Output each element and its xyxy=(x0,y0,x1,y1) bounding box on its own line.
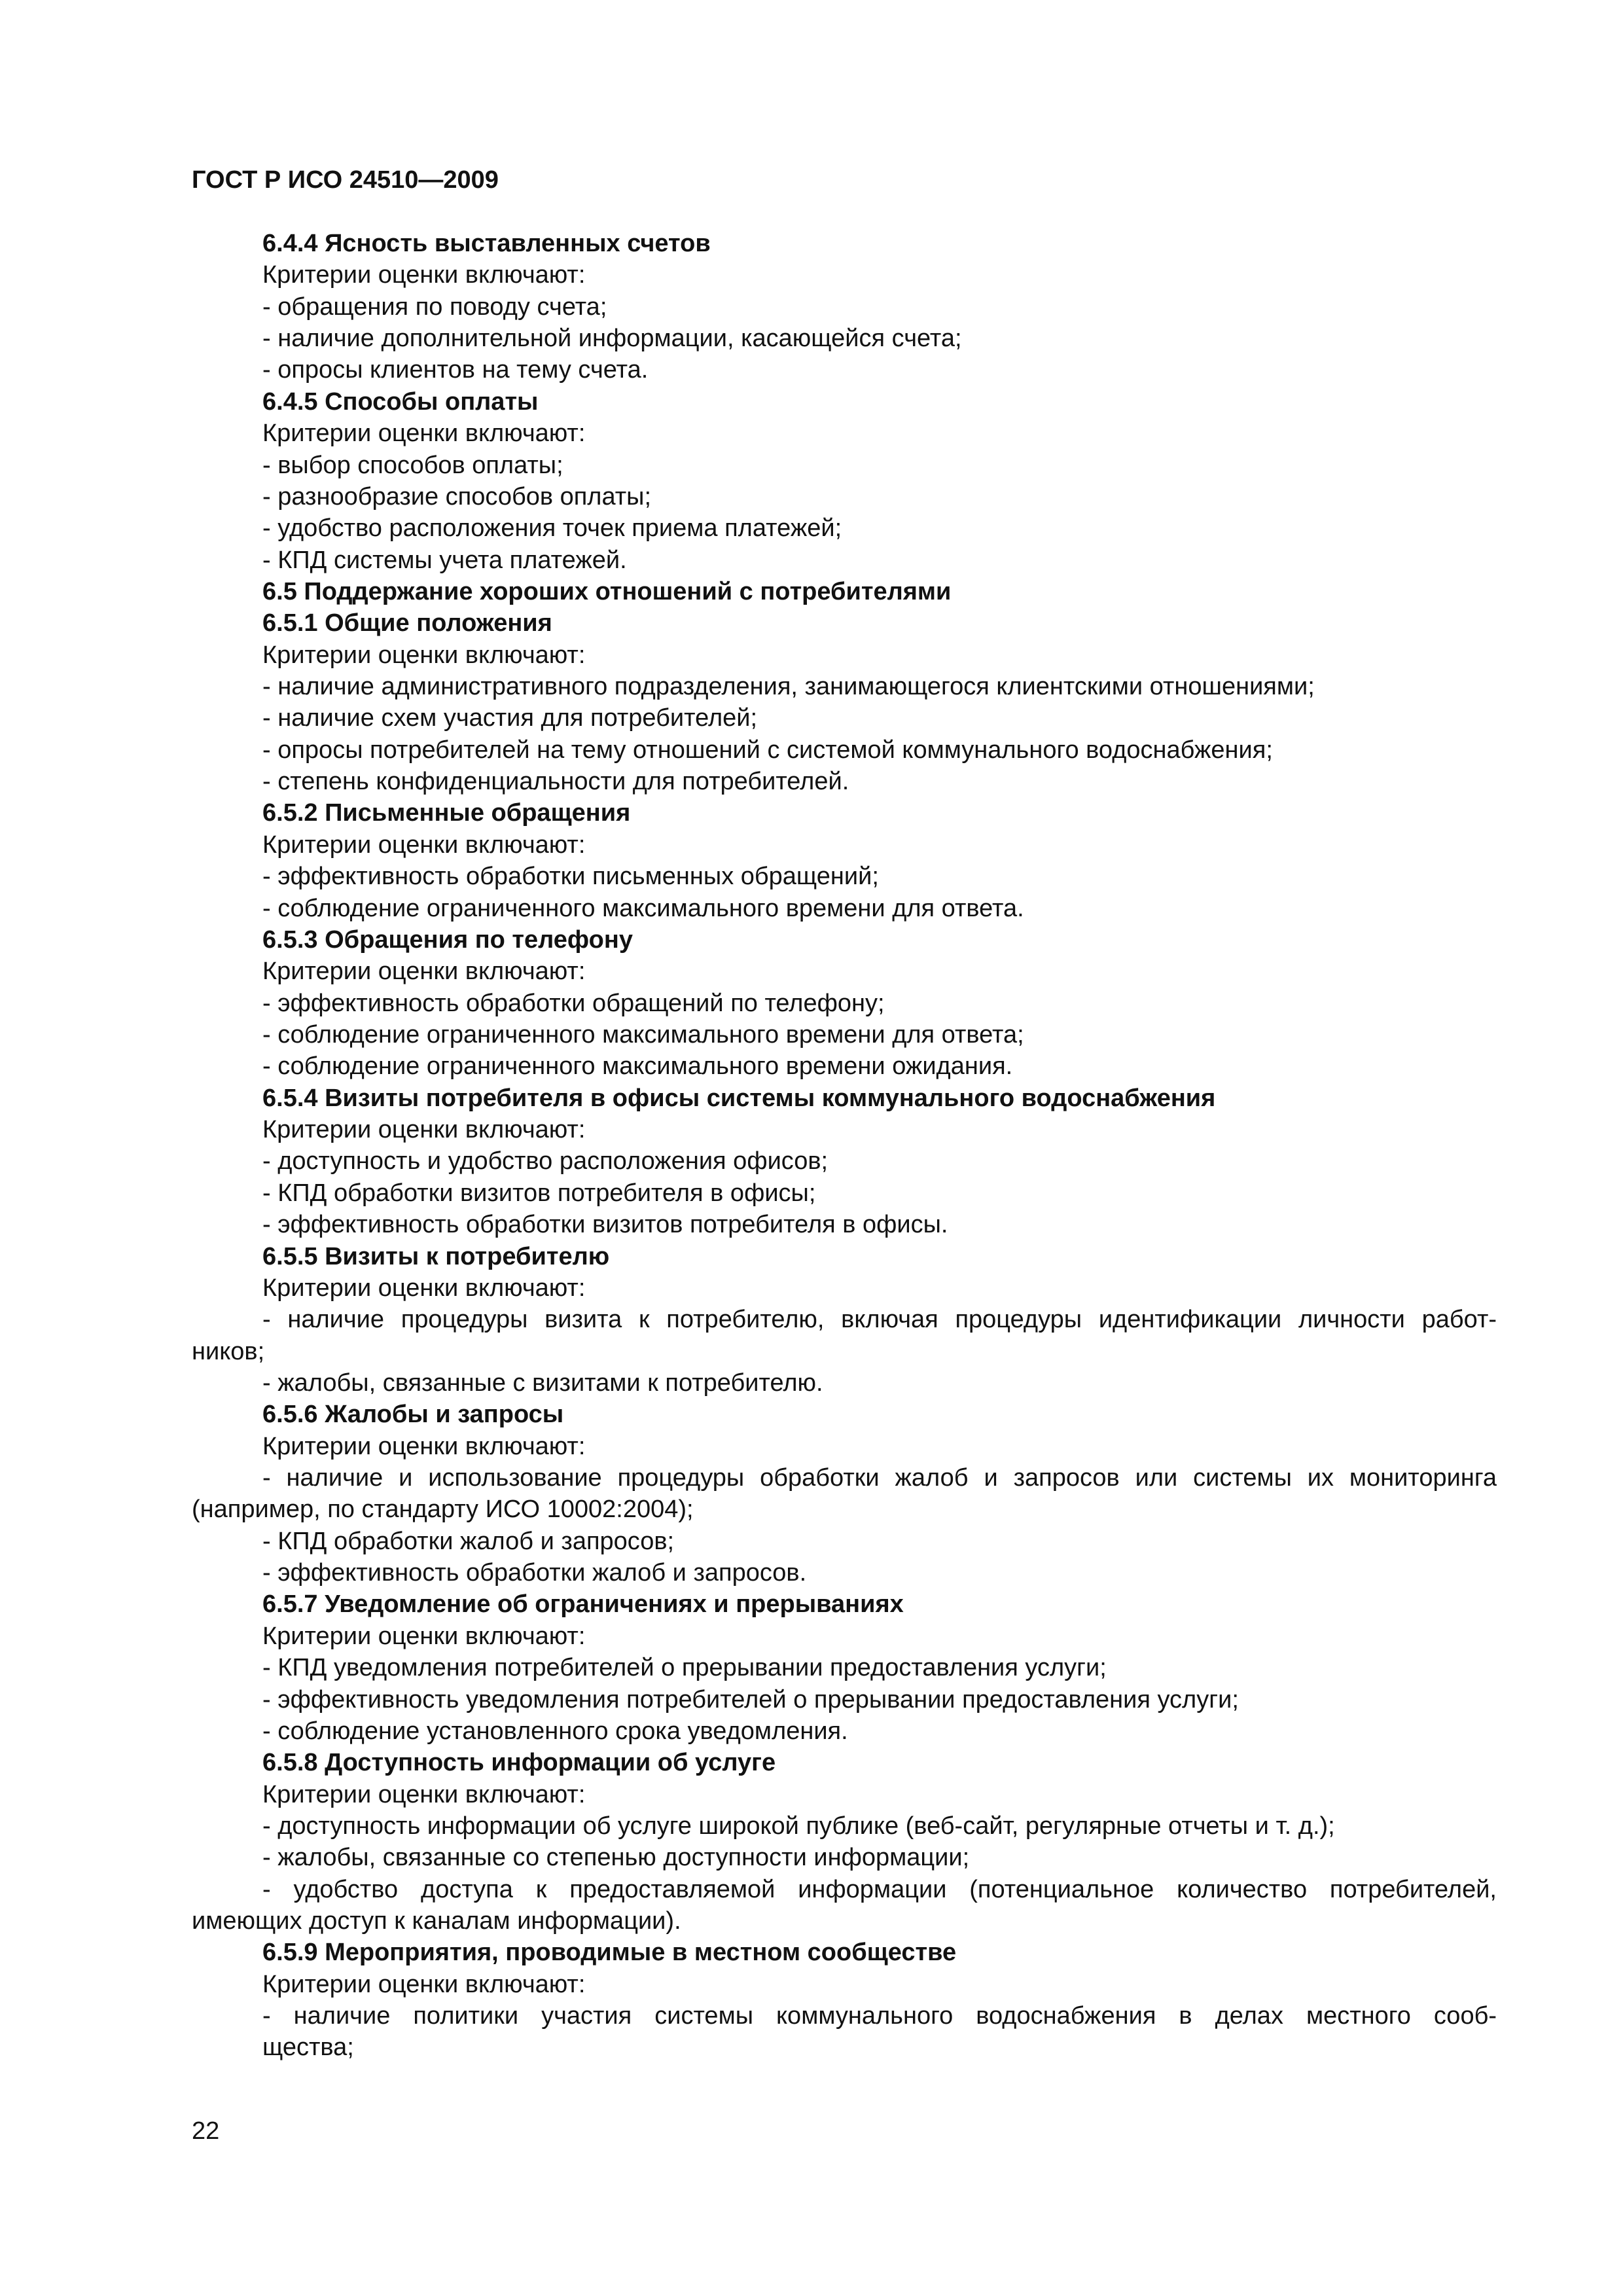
list-item-continuation: щества; xyxy=(262,2034,354,2062)
list-item: - наличие процедуры визита к потребителю, включая процедуры идентификации личности работ- xyxy=(262,1306,1497,1334)
criteria-intro: Критерии оценки включают: xyxy=(262,261,586,289)
list-item: - доступность информации об услуге широкой публике (веб-сайт, регулярные отчеты и т. д.); xyxy=(262,1812,1335,1840)
list-item: - соблюдение ограниченного максимального времени для ответа; xyxy=(262,1020,1024,1049)
section-heading: 6.4.4 Ясность выставленных счетов xyxy=(262,230,711,257)
criteria-intro: Критерии оценки включают: xyxy=(262,1622,586,1650)
page-number: 22 xyxy=(192,2117,220,2145)
list-item: - наличие административного подразделения, занимающегося клиентскими отношениями; xyxy=(262,673,1315,701)
criteria-intro: Критерии оценки включают: xyxy=(262,1432,586,1460)
list-item: - удобство доступа к предоставляемой информации (потенциальное количество потребителей, xyxy=(262,1875,1497,1903)
list-item: - разнообразие способов оплаты; xyxy=(262,482,652,511)
list-item: - КПД обработки жалоб и запросов; xyxy=(262,1527,675,1555)
list-item: - наличие и использование процедуры обработки жалоб и запросов или системы их мониторинга xyxy=(262,1464,1497,1492)
list-item: - удобство расположения точек приема платежей; xyxy=(262,514,842,543)
list-item: - эффективность обработки визитов потребителя в офисы. xyxy=(262,1211,948,1239)
criteria-intro: Критерии оценки включают: xyxy=(262,420,586,448)
list-item: - соблюдение ограниченного максимального времени ожидания. xyxy=(262,1052,1013,1081)
criteria-intro: Критерии оценки включают: xyxy=(262,831,586,859)
section-heading: 6.5.9 Мероприятия, проводимые в местном сообществе xyxy=(262,1939,957,1967)
document-header: ГОСТ Р ИСО 24510—2009 xyxy=(192,166,499,194)
list-item: - соблюдение ограниченного максимального времени для ответа. xyxy=(262,894,1024,922)
list-item: - соблюдение установленного срока уведомления. xyxy=(262,1717,848,1745)
section-heading: 6.5.2 Письменные обращения xyxy=(262,799,631,827)
list-item: - эффективность обработки письменных обращений; xyxy=(262,863,879,891)
document-body xyxy=(192,228,1497,2064)
list-item: - наличие политики участия системы коммунального водоснабжения в делах местного сооб- xyxy=(262,2002,1497,2030)
section-heading: 6.5.3 Обращения по телефону xyxy=(262,925,633,954)
list-item-continuation: (например, по стандарту ИСО 10002:2004); xyxy=(192,1496,694,1524)
section-heading: 6.5 Поддержание хороших отношений с потребителями xyxy=(262,577,952,605)
list-item: - эффективность уведомления потребителей о прерывании предоставления услуги; xyxy=(262,1685,1239,1713)
section-heading: 6.4.5 Способы оплаты xyxy=(262,387,539,416)
list-item: - опросы потребителей на тему отношений с системой коммунального водоснабжения; xyxy=(262,736,1273,764)
list-item: - КПД уведомления потребителей о прерывании предоставления услуги; xyxy=(262,1654,1107,1682)
list-item: - выбор способов оплаты; xyxy=(262,451,563,479)
list-item: - наличие схем участия для потребителей; xyxy=(262,704,758,732)
list-item: - опросы клиентов на тему счета. xyxy=(262,356,649,384)
list-item: - эффективность обработки жалоб и запросов. xyxy=(262,1559,807,1587)
section-heading: 6.5.5 Визиты к потребителю xyxy=(262,1242,610,1270)
list-item: - жалобы, связанные со степенью доступности информации; xyxy=(262,1844,970,1872)
section-heading: 6.5.1 Общие положения xyxy=(262,609,552,637)
list-item: - КПД обработки визитов потребителя в офисы; xyxy=(262,1179,816,1207)
list-item: - жалобы, связанные с визитами к потребителю. xyxy=(262,1369,823,1397)
section-heading: 6.5.6 Жалобы и запросы xyxy=(262,1401,564,1429)
criteria-intro: Критерии оценки включают: xyxy=(262,1780,586,1808)
list-item: - доступность и удобство расположения офисов; xyxy=(262,1147,829,1175)
section-heading: 6.5.8 Доступность информации об услуге xyxy=(262,1749,776,1777)
section-heading: 6.5.7 Уведомление об ограничениях и прерываниях xyxy=(262,1590,904,1619)
list-item-continuation: ников; xyxy=(192,1337,265,1365)
section-heading: 6.5.4 Визиты потребителя в офисы системы коммунального водоснабжения xyxy=(262,1084,1216,1112)
list-item: - наличие дополнительной информации, касающейся счета; xyxy=(262,325,962,353)
criteria-intro: Критерии оценки включают: xyxy=(262,641,586,669)
list-item-continuation: имеющих доступ к каналам информации). xyxy=(192,1907,681,1935)
criteria-intro: Критерии оценки включают: xyxy=(262,1970,586,1998)
list-item: - обращения по поводу счета; xyxy=(262,293,607,321)
list-item: - КПД системы учета платежей. xyxy=(262,546,627,574)
criteria-intro: Критерии оценки включают: xyxy=(262,1116,586,1144)
criteria-intro: Критерии оценки включают: xyxy=(262,1274,586,1302)
list-item: - эффективность обработки обращений по телефону; xyxy=(262,989,885,1017)
criteria-intro: Критерии оценки включают: xyxy=(262,958,586,986)
list-item: - степень конфиденциальности для потребителей. xyxy=(262,768,849,796)
